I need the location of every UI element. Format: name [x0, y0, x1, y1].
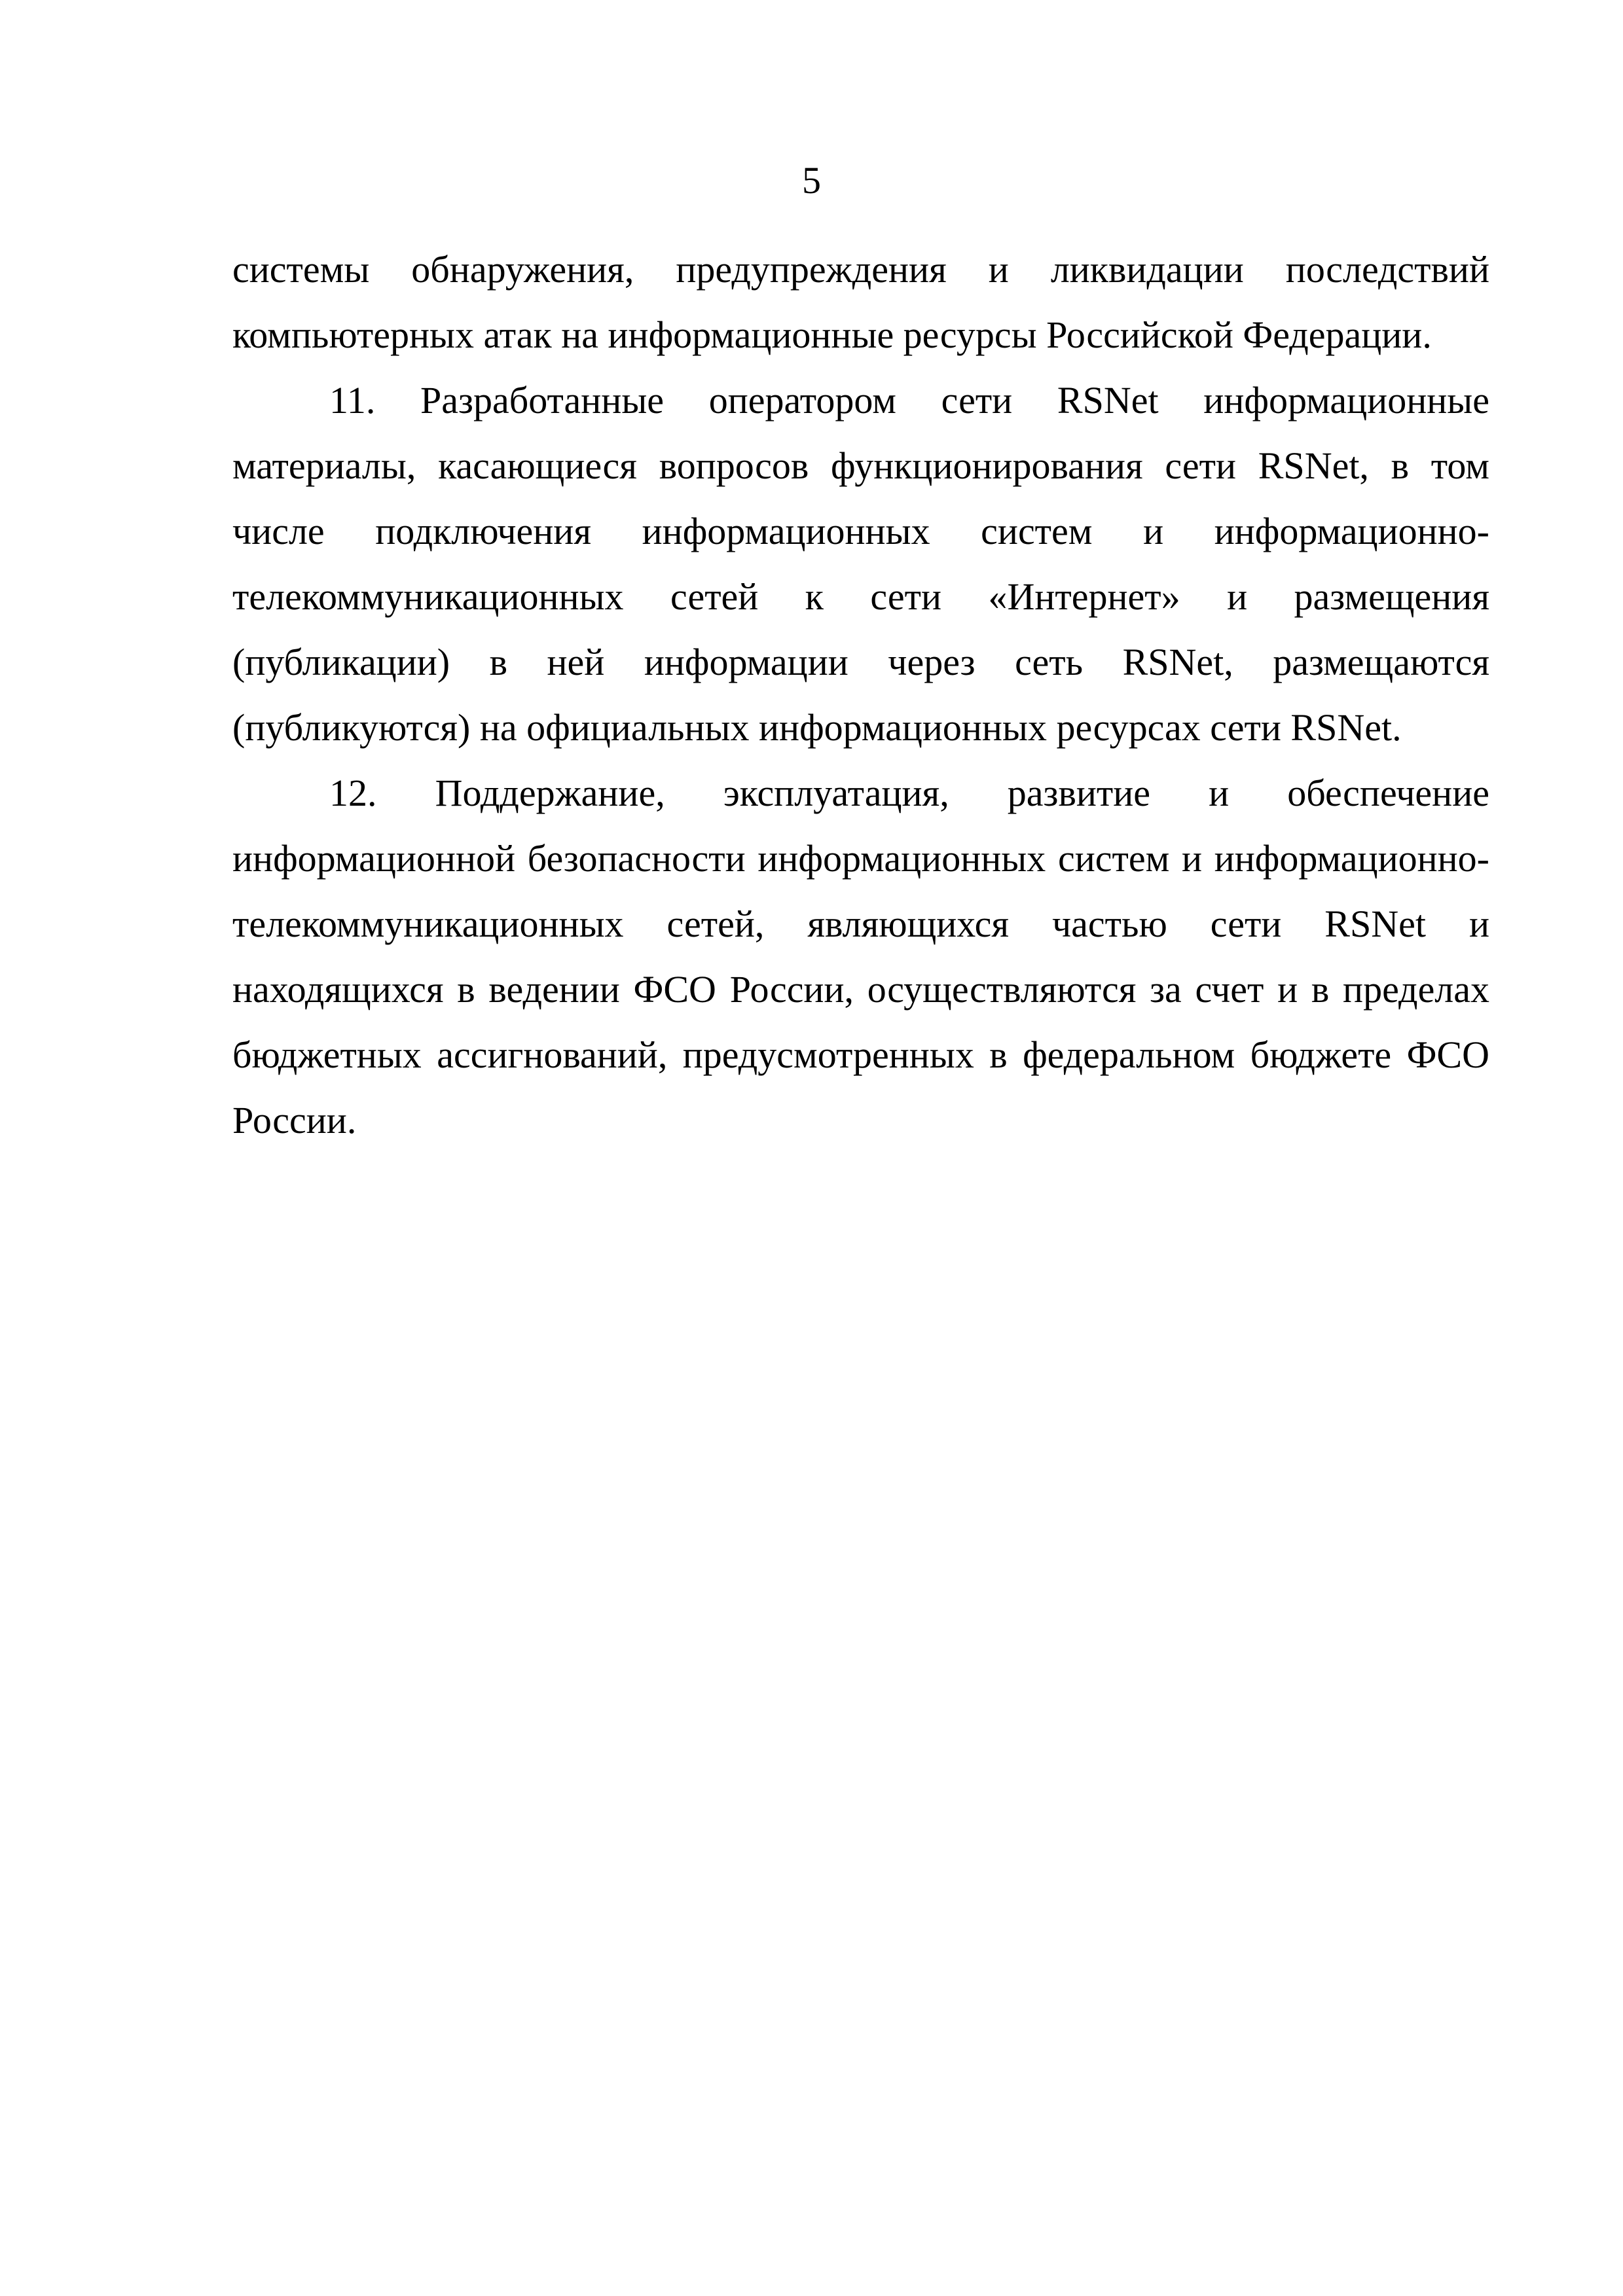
paragraph-continuation: системы обнаружения, предупреждения и ликвидации последствий компьютерных атак на информационные ресурсы Российской Федерации. [232, 248, 1489, 356]
page-number: 5 [802, 159, 821, 202]
document-body [232, 237, 1489, 1153]
paragraph-item-12: 12. Поддержание, эксплуатация, развитие и обеспечение информационной безопасности информационных систем и информационно-телекоммуникационных сетей, являющихся частью сети RSNet и находящихся в ведении ФСО России, осуществляются за счет и в пределах бюджетных ассигнований, предусмотренных в федеральном бюджете ФСО России. [232, 772, 1489, 1141]
paragraph-item-11: 11. Разработанные оператором сети RSNet информационные материалы, касающиеся вопросов функционирования сети RSNet, в том числе подключения информационных систем и информационно-телекоммуникационных сетей к сети «Интернет» и размещения (публикации) в ней информации через сеть RSNet, размещаются (публикуются) на официальных информационных ресурсах сети RSNet. [232, 379, 1489, 749]
